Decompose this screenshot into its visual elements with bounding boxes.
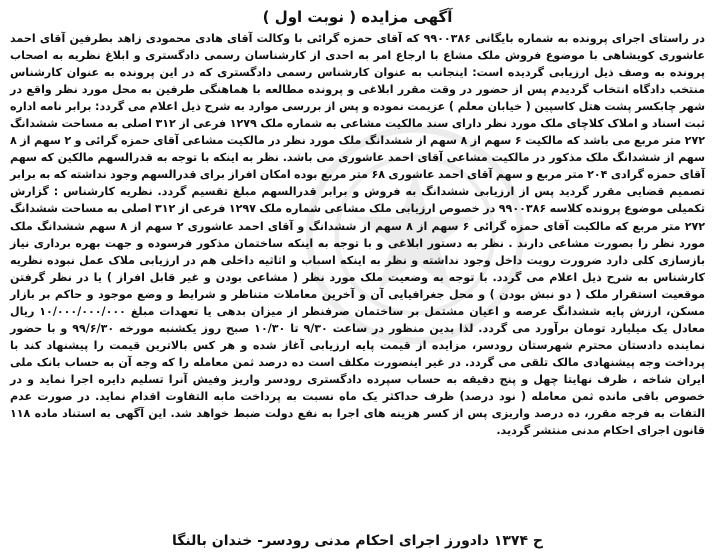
notice-footer: ح ۱۳۷۴ دادورز اجرای احکام مدنی رودسر- خندان بالنگا xyxy=(172,533,543,549)
notice-body: در راستای اجرای پرونده به شماره بایگانی ۹۹۰۰۳۸۶ که آقای حمزه گرائی با وکالت آقای هادی محمودی زاهد بطرفین آقای احمد عاشوری کویشاهی با موضوع فروش ملک مشاع با ارجاع امر به احدی از کارشناسان رسمی دادگستری و ابلاغ نظریه به اصحاب پرونده به وصف ذیل ارزیابی گردیده است: اینجانب به عنوان کارشناس رسمی دادگستری که در این پرونده به عنوان کارشناس منتخب دادگاه انتخاب گردیدم پس از حضور در وقت مقرر ابلاغی و پرونده مطالعه با هماهنگی طرفین به محل مورد نظر واقع در شهر چابکسر پشت هتل کاسپین ( خیابان معلم ) عزیمت نموده و پس از بررسی موارد به شرح ذیل اعلام می گردد: برابر نامه اداره ثبت اسناد و املاک کلاچای ملک مورد نظر دارای سند مالکیت مشاعی به شماره ملک ۱۲۷۹ فرعی از ۳۱۲ اصلی به مساحت ششدانگ ۲۷۲ متر مربع می باشد که مالکیت ۶ سهم از ۸ سهم از ششدانگ ملک مورد نظر در مالکیت مشاعی آقای حمزه گرائی و ۲ سهم از ۸ سهم از ششدانگ ملک مذکور در مالکیت مشاعی آقای احمد عاشوری می باشد. نظر به اینکه با توجه به قدرالسهم مالکین که سهم آقای حمزه گرادی ۲۰۴ متر مربع و سهم آقای احمد عاشوری ۶۸ متر مربع بوده امکان افراز برای قدرالسهم وجود نداشته که به برابر تصمیم قضایی مقرر گردید پس از ارزیابی ششدانگ به فروش و برابر قدرالسهم مبلغ تقسیم گردد. نظریه کارشناس : گزارش تکمیلی موضوع پرونده کلاسه ۹۹۰۰۳۸۶ در خصوص ارزیابی ملک مشاعی شماره ملک ۱۲۹۷ فرعی از ۳۱۲ اصلی به مساحت ششدانگ ۲۷۲ متر مربع که مالکیت آقای حمزه گرائی ۶ سهم از ۸ سهم از ششدانگ و آقای احمد عاشوری ۲ سهم از ۸ سهم ششدانگ ملک مورد نظر را بصورت مشاعی دارند . نظر به دستور ابلاغی و با توجه به اینکه ساختمان مذکور فرسوده و جهت بهره برداری نیاز بازسازی کلی دارد ضرورت رویت داخل وجود نداشته و نظر به اینکه اسباب و اثاثیه داخلی هم در ارزیابی ملاک عمل نبوده نظریه کارشناس به شرح ذیل اعلام می گردد. با توجه به وضعیت ملک مورد نظر ( مشاعی بودن و غیر قابل افراز ) یا در نظر گرفتن موقعیت استقرار ملک ( دو نبش بودن ) و محل جغرافیایی آن و آخرین معاملات متناظر و شرایط و وضع موجود و حاکم بر بازار مسکن، ارزش پایه ششدانگ عرصه و اعیان مشتمل بر ساختمان صرفنظر از میزان بدهی یا تعهدات مبلغ ۱۰/۰۰۰/۰۰۰/۰۰۰ ریال معادل یک میلیارد تومان برآورد می گردد. لذا بدین منظور در ساعت ۹/۳۰ تا ۱۰/۳۰ صبح روز یکشنبه مورخه ۹۹/۶/۳۰ و با حضور نماینده دادستان محترم شهرستان رودسر، مزایده از قیمت پایه ارزیابی آغاز شده و هر کس بالاترین قیمت را پیشنهاد کند با پرداخت وجه پیشنهادی مالک تلقی می گردد. در غیر اینصورت مکلف است ده درصد ثمن معامله را که وجه آن به حساب بانک ملی ایران شاخه ، ظرف نهایتا چهل و پنج دقیقه به حساب سپرده دادگستری رودسر واریز وفیش آنرا تسلیم دایره اجرا نماید و در خصوص باقی مانده ثمن معامله ( نود درصد) ظرف حداکثر یک ماه نسبت به پرداخت مابه التفاوت اقدام نماید. در صورت عدم التفات به فرجه مقرر، ده درصد واریزی پس از کسر هزینه های اجرا به نفع دولت ضبط خواهد شد. این آگهی به استناد ماده ۱۱۸ قانون اجرای احکام مدنی منتشر گردید. xyxy=(10,32,706,438)
notice-title: آگهی مزایده ( نوبت اول ) xyxy=(262,8,453,26)
